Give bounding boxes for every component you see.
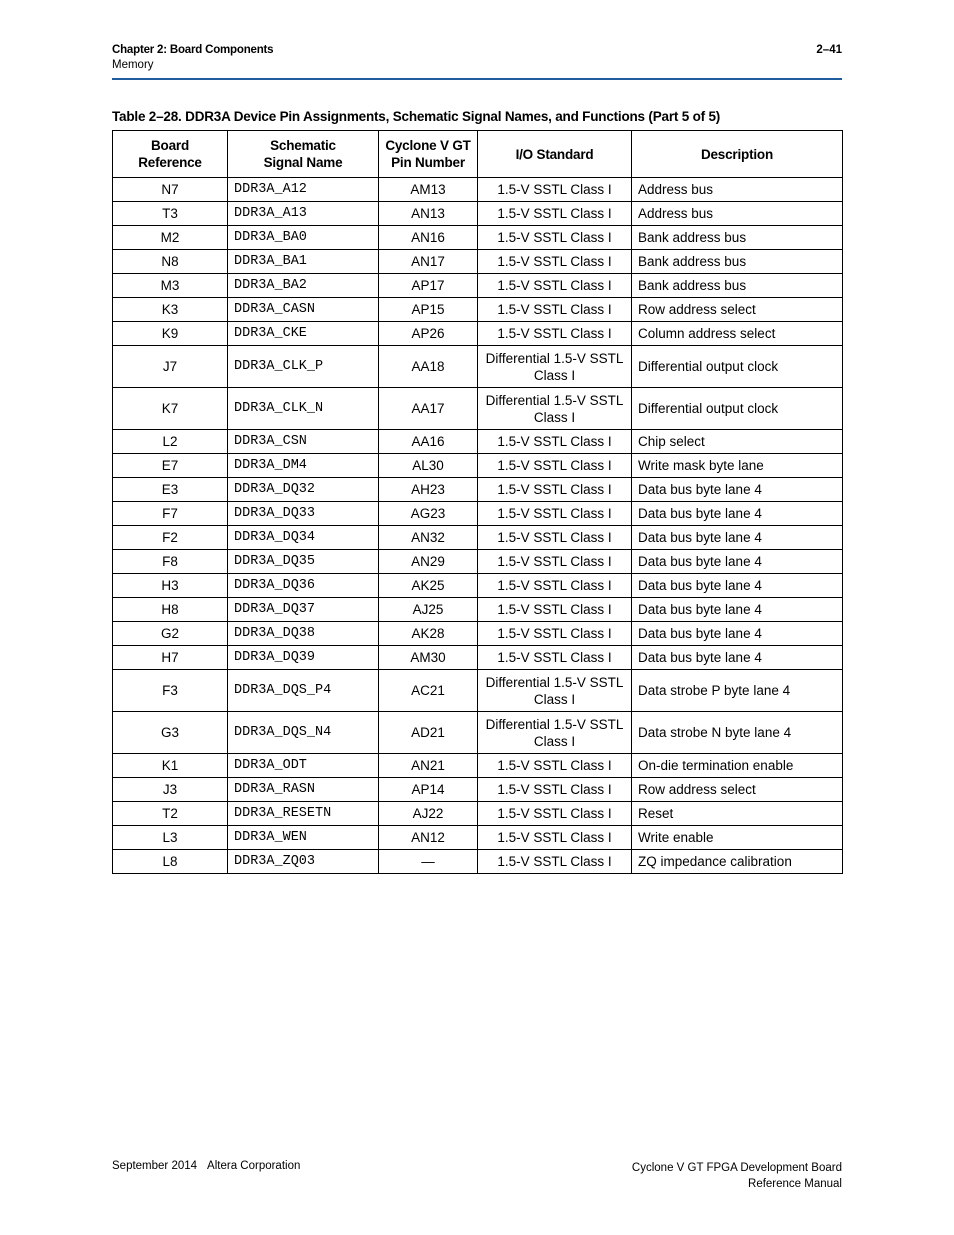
page-number: 2–41 (816, 44, 842, 56)
cell-signal-name: DDR3A_A13 (228, 202, 379, 226)
cell-signal-name: DDR3A_DQ38 (228, 622, 379, 646)
cell-board-reference: K7 (113, 388, 228, 430)
cell-pin-number: AL30 (379, 454, 478, 478)
cell-board-reference: N8 (113, 250, 228, 274)
header-io-standard: I/O Standard (478, 131, 632, 178)
table-row (113, 622, 843, 646)
cell-io-standard: Differential 1.5-V SSTL Class I (478, 346, 632, 388)
cell-io-standard: 1.5-V SSTL Class I (478, 550, 632, 574)
cell-pin-number: AP17 (379, 274, 478, 298)
table-row (113, 826, 843, 850)
cell-description: Reset (632, 802, 843, 826)
cell-board-reference: K9 (113, 322, 228, 346)
cell-io-standard: 1.5-V SSTL Class I (478, 202, 632, 226)
cell-pin-number: AK25 (379, 574, 478, 598)
cell-board-reference: F2 (113, 526, 228, 550)
cell-pin-number: AM30 (379, 646, 478, 670)
cell-description: Data bus byte lane 4 (632, 622, 843, 646)
table-row (113, 802, 843, 826)
cell-signal-name: DDR3A_WEN (228, 826, 379, 850)
table-row (113, 646, 843, 670)
cell-board-reference: T2 (113, 802, 228, 826)
cell-signal-name: DDR3A_DQ39 (228, 646, 379, 670)
header-signal-line1: Schematic (270, 138, 336, 153)
cell-io-standard: 1.5-V SSTL Class I (478, 826, 632, 850)
table-row (113, 778, 843, 802)
cell-description: Address bus (632, 202, 843, 226)
cell-board-reference: L2 (113, 430, 228, 454)
cell-pin-number: AP15 (379, 298, 478, 322)
cell-description: Data bus byte lane 4 (632, 502, 843, 526)
cell-description: Write enable (632, 826, 843, 850)
cell-board-reference: G2 (113, 622, 228, 646)
cell-pin-number: AG23 (379, 502, 478, 526)
page-footer-right (632, 1160, 842, 1192)
header-signal-line2: Signal Name (263, 155, 343, 170)
table-row (113, 478, 843, 502)
cell-pin-number: AN21 (379, 754, 478, 778)
header-description: Description (632, 131, 843, 178)
cell-board-reference: L8 (113, 850, 228, 874)
header-pin-number (379, 131, 478, 178)
cell-io-standard: 1.5-V SSTL Class I (478, 226, 632, 250)
cell-description: Data strobe N byte lane 4 (632, 712, 843, 754)
footer-date: September 2014 (112, 1160, 198, 1172)
cell-board-reference: H7 (113, 646, 228, 670)
cell-board-reference: F8 (113, 550, 228, 574)
cell-description: Row address select (632, 298, 843, 322)
section-title: Memory (112, 59, 154, 71)
cell-io-standard: Differential 1.5-V SSTL Class I (478, 712, 632, 754)
cell-description: Differential output clock (632, 346, 843, 388)
cell-description: Data bus byte lane 4 (632, 478, 843, 502)
cell-signal-name: DDR3A_DQ32 (228, 478, 379, 502)
cell-signal-name: DDR3A_DQ34 (228, 526, 379, 550)
cell-description: Data bus byte lane 4 (632, 646, 843, 670)
table-row (113, 346, 843, 388)
cell-pin-number: AP14 (379, 778, 478, 802)
cell-pin-number: — (379, 850, 478, 874)
table-row (113, 178, 843, 202)
cell-description: Data bus byte lane 4 (632, 550, 843, 574)
cell-pin-number: AN17 (379, 250, 478, 274)
cell-io-standard: 1.5-V SSTL Class I (478, 430, 632, 454)
header-pin-line1: Cyclone V GT (385, 138, 471, 153)
cell-io-standard: 1.5-V SSTL Class I (478, 646, 632, 670)
cell-pin-number: AD21 (379, 712, 478, 754)
cell-pin-number: AM13 (379, 178, 478, 202)
cell-description: Bank address bus (632, 250, 843, 274)
cell-board-reference: F3 (113, 670, 228, 712)
cell-description: Differential output clock (632, 388, 843, 430)
table-row (113, 754, 843, 778)
table-row (113, 550, 843, 574)
table-row (113, 850, 843, 874)
header-board-reference: Board Reference (113, 131, 228, 178)
cell-board-reference: E7 (113, 454, 228, 478)
cell-description: Column address select (632, 322, 843, 346)
cell-io-standard: 1.5-V SSTL Class I (478, 754, 632, 778)
cell-board-reference: N7 (113, 178, 228, 202)
cell-io-standard: 1.5-V SSTL Class I (478, 322, 632, 346)
cell-io-standard: 1.5-V SSTL Class I (478, 850, 632, 874)
cell-pin-number: AJ22 (379, 802, 478, 826)
cell-pin-number: AN13 (379, 202, 478, 226)
table-row (113, 598, 843, 622)
cell-signal-name: DDR3A_A12 (228, 178, 379, 202)
cell-pin-number: AJ25 (379, 598, 478, 622)
table-caption: Table 2–28. DDR3A Device Pin Assignments, Schematic Signal Names, and Functions (Part 5 of 5) (112, 109, 721, 124)
cell-io-standard: 1.5-V SSTL Class I (478, 274, 632, 298)
cell-io-standard: 1.5-V SSTL Class I (478, 622, 632, 646)
table-row (113, 388, 843, 430)
cell-signal-name: DDR3A_RESETN (228, 802, 379, 826)
cell-description: Data bus byte lane 4 (632, 598, 843, 622)
cell-io-standard: 1.5-V SSTL Class I (478, 802, 632, 826)
footer-doc-subtitle: Reference Manual (748, 1178, 842, 1190)
cell-io-standard: 1.5-V SSTL Class I (478, 178, 632, 202)
cell-io-standard: 1.5-V SSTL Class I (478, 454, 632, 478)
cell-io-standard: 1.5-V SSTL Class I (478, 574, 632, 598)
header-signal-name (228, 131, 379, 178)
table-row (113, 202, 843, 226)
cell-signal-name: DDR3A_DQ35 (228, 550, 379, 574)
cell-description: Data strobe P byte lane 4 (632, 670, 843, 712)
page-header (112, 44, 842, 80)
cell-pin-number: AN32 (379, 526, 478, 550)
cell-signal-name: DDR3A_DQ33 (228, 502, 379, 526)
cell-board-reference: M3 (113, 274, 228, 298)
cell-description: Address bus (632, 178, 843, 202)
cell-io-standard: 1.5-V SSTL Class I (478, 778, 632, 802)
table-row (113, 526, 843, 550)
cell-io-standard: 1.5-V SSTL Class I (478, 298, 632, 322)
cell-board-reference: K1 (113, 754, 228, 778)
cell-board-reference: F7 (113, 502, 228, 526)
cell-pin-number: AA17 (379, 388, 478, 430)
cell-signal-name: DDR3A_BA1 (228, 250, 379, 274)
table-row (113, 712, 843, 754)
cell-board-reference: M2 (113, 226, 228, 250)
cell-pin-number: AH23 (379, 478, 478, 502)
cell-board-reference: L3 (113, 826, 228, 850)
cell-signal-name: DDR3A_BA0 (228, 226, 379, 250)
cell-io-standard: 1.5-V SSTL Class I (478, 502, 632, 526)
cell-description: On-die termination enable (632, 754, 843, 778)
cell-signal-name: DDR3A_CKE (228, 322, 379, 346)
cell-board-reference: K3 (113, 298, 228, 322)
cell-signal-name: DDR3A_DQS_P4 (228, 670, 379, 712)
cell-description: ZQ impedance calibration (632, 850, 843, 874)
table-row (113, 274, 843, 298)
cell-signal-name: DDR3A_DQ36 (228, 574, 379, 598)
table-row (113, 322, 843, 346)
cell-pin-number: AN12 (379, 826, 478, 850)
cell-description: Bank address bus (632, 274, 843, 298)
cell-pin-number: AC21 (379, 670, 478, 712)
table-row (113, 670, 843, 712)
table-row (113, 574, 843, 598)
cell-description: Data bus byte lane 4 (632, 526, 843, 550)
cell-signal-name: DDR3A_DQS_N4 (228, 712, 379, 754)
cell-description: Data bus byte lane 4 (632, 574, 843, 598)
cell-board-reference: H8 (113, 598, 228, 622)
cell-signal-name: DDR3A_DM4 (228, 454, 379, 478)
cell-pin-number: AK28 (379, 622, 478, 646)
pin-assignment-table (112, 130, 843, 874)
footer-doc-title: Cyclone V GT FPGA Development Board (631, 1162, 842, 1174)
header-pin-line2: Pin Number (391, 155, 465, 170)
cell-board-reference: H3 (113, 574, 228, 598)
footer-company: Altera Corporation (207, 1160, 301, 1172)
cell-signal-name: DDR3A_BA2 (228, 274, 379, 298)
cell-io-standard: 1.5-V SSTL Class I (478, 598, 632, 622)
table-row (113, 298, 843, 322)
cell-signal-name: DDR3A_DQ37 (228, 598, 379, 622)
cell-pin-number: AP26 (379, 322, 478, 346)
cell-description: Row address select (632, 778, 843, 802)
cell-signal-name: DDR3A_RASN (228, 778, 379, 802)
cell-signal-name: DDR3A_CLK_P (228, 346, 379, 388)
table-row (113, 454, 843, 478)
cell-pin-number: AN29 (379, 550, 478, 574)
table-row (113, 430, 843, 454)
cell-signal-name: DDR3A_CSN (228, 430, 379, 454)
cell-io-standard: Differential 1.5-V SSTL Class I (478, 388, 632, 430)
cell-pin-number: AA18 (379, 346, 478, 388)
cell-io-standard: 1.5-V SSTL Class I (478, 526, 632, 550)
cell-signal-name: DDR3A_ZQ03 (228, 850, 379, 874)
table-row (113, 250, 843, 274)
cell-pin-number: AA16 (379, 430, 478, 454)
chapter-title: Chapter 2: Board Components (112, 44, 274, 56)
cell-board-reference: G3 (113, 712, 228, 754)
cell-description: Write mask byte lane (632, 454, 843, 478)
cell-description: Chip select (632, 430, 843, 454)
cell-io-standard: 1.5-V SSTL Class I (478, 250, 632, 274)
cell-board-reference: J7 (113, 346, 228, 388)
table-row (113, 226, 843, 250)
cell-board-reference: J3 (113, 778, 228, 802)
page-footer-left (112, 1160, 300, 1172)
cell-io-standard: Differential 1.5-V SSTL Class I (478, 670, 632, 712)
table-row (113, 502, 843, 526)
cell-board-reference: E3 (113, 478, 228, 502)
cell-signal-name: DDR3A_ODT (228, 754, 379, 778)
cell-signal-name: DDR3A_CLK_N (228, 388, 379, 430)
cell-description: Bank address bus (632, 226, 843, 250)
table-header-row (113, 131, 843, 178)
cell-pin-number: AN16 (379, 226, 478, 250)
cell-signal-name: DDR3A_CASN (228, 298, 379, 322)
cell-board-reference: T3 (113, 202, 228, 226)
table-body (113, 178, 843, 874)
cell-io-standard: 1.5-V SSTL Class I (478, 478, 632, 502)
